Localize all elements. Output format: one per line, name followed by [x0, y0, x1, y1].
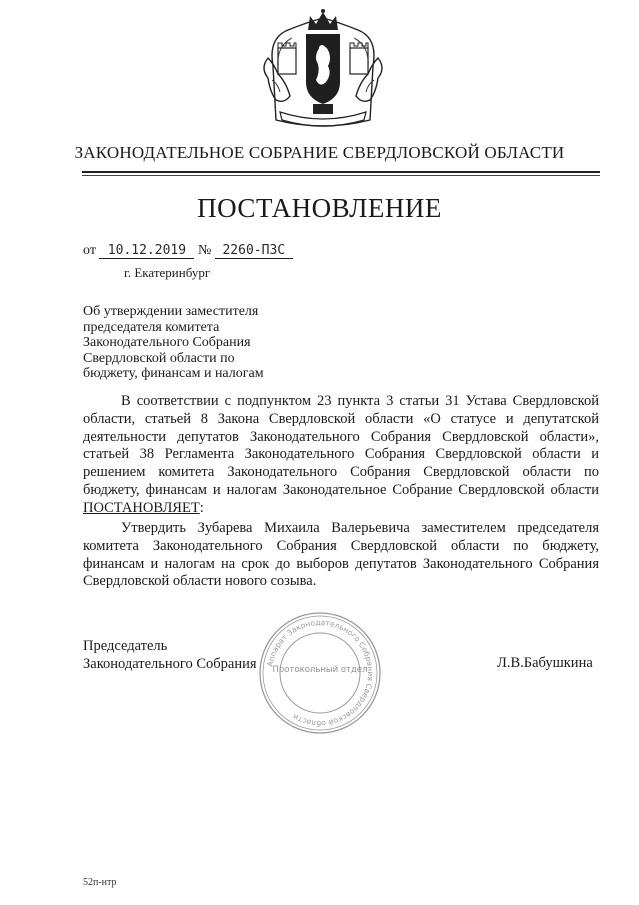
document-title: ПОСТАНОВЛЕНИЕ	[197, 193, 442, 223]
document-date: 10.12.2019	[99, 243, 194, 259]
header-divider-thick	[82, 171, 600, 173]
document-subject: Об утверждении заместителя председателя комитета Законодательного Собрания Свердловской области по бюджету, финансам и налогам	[83, 304, 264, 381]
header-divider-thin	[82, 175, 600, 176]
body-paragraph-1	[83, 393, 599, 518]
document-code: 52п-нтр	[83, 877, 117, 888]
stamp-center-text: Протокольный отдел	[272, 665, 368, 675]
organization-name: ЗАКОНОДАТЕЛЬНОЕ СОБРАНИЕ СВЕРДЛОВСКОЙ ОБЛАСТИ	[74, 143, 565, 162]
body-paragraph-2: Утвердить Зубарева Михаила Валерьевича заместителем председателя комитета Законодательного Собрания Свердловской области по бюджету, финансам и налогам на срок до выборов депутатов Законодательного Собрания Свердловской области нового созыва.	[83, 520, 599, 590]
signatory-position: Председатель Законодательного Собрания	[83, 638, 257, 672]
paragraph-1-text: В соответствии с подпунктом 23 пункта 3 статьи 31 Устава Свердловской области, статьей 8 Закона Свердловской области «О статусе и депутатской деятельности депутатов Законодательного Собрания Свердловской области», статьей 38 Регламента Законодательного Собрания Свердловской области и решением комитета Законодательного Собрания Свердловской области по бюджету, финансам и налогам Законодательное Собрание Свердловской области	[83, 393, 599, 498]
date-number-line	[83, 243, 293, 259]
coat-of-arms-icon	[258, 8, 388, 136]
stamp-ring-text: Аппарат Законодательного Собрания Свердловской области	[265, 617, 376, 729]
document-city: г. Екатеринбург	[124, 265, 211, 280]
decree-word: ПОСТАНОВЛЯЕТ	[83, 499, 200, 516]
number-prefix: №	[197, 243, 212, 258]
signatory-name: Л.В.Бабушкина	[497, 655, 593, 671]
decree-suffix: :	[199, 499, 204, 516]
official-stamp	[257, 610, 383, 736]
document-number: 2260-ПЗС	[215, 243, 293, 259]
date-prefix: от	[83, 243, 96, 258]
